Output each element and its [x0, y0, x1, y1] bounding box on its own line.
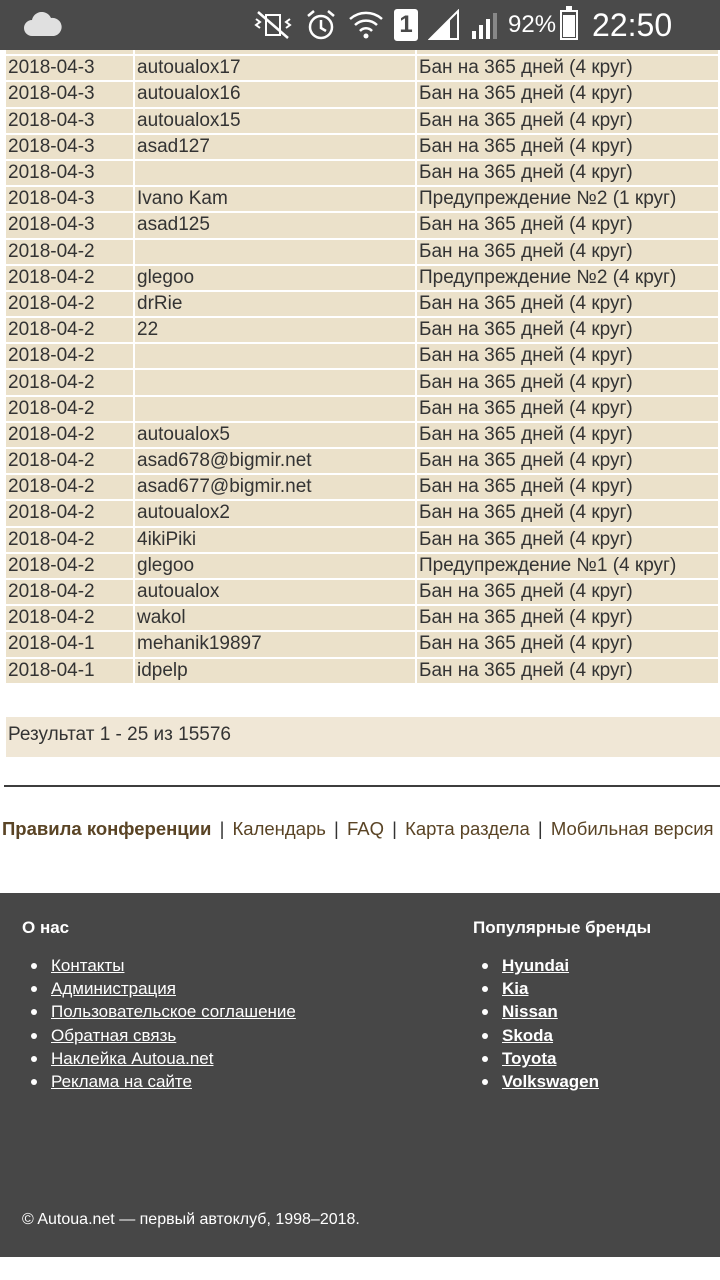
table-cell-reason: Бан на 365 дней (4 круг): [417, 318, 718, 342]
table-cell-date: 2018-04-3: [6, 187, 133, 211]
about-link[interactable]: Обратная связь: [51, 1025, 177, 1045]
table-cell-reason: Бан на 365 дней (4 круг): [417, 397, 718, 421]
table-cell-date: 2018-04-3: [6, 213, 133, 237]
battery-icon: [560, 10, 578, 40]
brand-link[interactable]: Skoda: [502, 1025, 554, 1045]
list-item: [473, 1047, 599, 1070]
table-row: [6, 82, 718, 106]
sim-icon: 1: [394, 9, 418, 41]
rules-link[interactable]: Правила конференции: [2, 818, 212, 839]
table-cell-user[interactable]: wakol: [135, 606, 415, 630]
table-row: [6, 554, 718, 578]
list-item: [22, 977, 296, 1000]
table-cell-user[interactable]: autoualox2: [135, 501, 415, 525]
table-cell-user[interactable]: idpelp: [135, 659, 415, 683]
table-cell-user[interactable]: drRie: [135, 292, 415, 316]
brand-link[interactable]: Hyundai: [502, 956, 570, 975]
table-row: [6, 659, 718, 683]
faq-link[interactable]: FAQ: [347, 818, 385, 839]
list-item: [473, 1070, 599, 1093]
table-row: [6, 580, 718, 604]
vibrate-mute-icon: [252, 10, 294, 40]
list-item: [22, 1070, 296, 1093]
link-separator: |: [392, 818, 397, 839]
divider: [4, 785, 720, 787]
table-cell-user[interactable]: 22: [135, 318, 415, 342]
list-item: [473, 954, 599, 977]
table-cell-date: 2018-04-2: [6, 606, 133, 630]
table-cell-user[interactable]: autoualox17: [135, 56, 415, 80]
table-cell-reason: Бан на 365 дней (4 круг): [417, 370, 718, 394]
about-link[interactable]: Наклейка Autoua.net: [51, 1048, 214, 1068]
table-cell-user[interactable]: asad125: [135, 213, 415, 237]
list-item: [22, 1047, 296, 1070]
about-list: [22, 954, 296, 1093]
table-cell-date: 2018-04-3: [6, 82, 133, 106]
result-count: Результат 1 - 25 из 15576: [6, 717, 720, 757]
table-row: [6, 344, 718, 368]
table-cell-reason: Бан на 365 дней (4 круг): [417, 449, 718, 473]
bans-table-container: [6, 28, 720, 685]
list-item: [473, 1024, 599, 1047]
table-row: [6, 528, 718, 552]
table-cell-reason: Бан на 365 дней (4 круг): [417, 109, 718, 133]
table-cell-reason: Бан на 365 дней (4 круг): [417, 135, 718, 159]
table-cell-reason: Бан на 365 дней (4 круг): [417, 606, 718, 630]
table-cell-date: 2018-04-2: [6, 266, 133, 290]
table-cell-user[interactable]: glegoo: [135, 266, 415, 290]
signal-icon-2: [470, 9, 498, 41]
brand-link[interactable]: Volkswagen: [502, 1072, 599, 1092]
table-cell-reason: Предупреждение №2 (1 круг): [417, 187, 718, 211]
table-row: [6, 109, 718, 133]
table-row: [6, 370, 718, 394]
table-cell-user[interactable]: autoualox16: [135, 82, 415, 106]
table-cell-user[interactable]: Ivano Kam: [135, 187, 415, 211]
table-cell-user[interactable]: [135, 344, 415, 368]
table-cell-date: 2018-04-1: [6, 659, 133, 683]
table-row: [6, 318, 718, 342]
table-cell-user[interactable]: mehanik19897: [135, 632, 415, 656]
table-cell-user[interactable]: asad127: [135, 135, 415, 159]
table-row: [6, 240, 718, 264]
table-cell-user[interactable]: autoualox5: [135, 423, 415, 447]
table-row: [6, 606, 718, 630]
table-cell-reason: Бан на 365 дней (4 круг): [417, 56, 718, 80]
table-cell-reason: Бан на 365 дней (4 круг): [417, 161, 718, 185]
about-title: О нас: [22, 918, 70, 937]
table-cell-reason: Бан на 365 дней (4 круг): [417, 240, 718, 264]
table-row: [6, 213, 718, 237]
table-cell-date: 2018-04-2: [6, 292, 133, 316]
table-cell-date: 2018-04-2: [6, 475, 133, 499]
footer-links: [2, 818, 714, 840]
table-cell-reason: Бан на 365 дней (4 круг): [417, 659, 718, 683]
table-cell-date: 2018-04-3: [6, 135, 133, 159]
list-item: [22, 1024, 296, 1047]
table-cell-reason: Бан на 365 дней (4 круг): [417, 528, 718, 552]
table-cell-reason: Предупреждение №1 (4 круг): [417, 554, 718, 578]
calendar-link[interactable]: Календарь: [232, 818, 326, 839]
table-cell-reason: Бан на 365 дней (4 круг): [417, 580, 718, 604]
table-cell-reason: Бан на 365 дней (4 круг): [417, 423, 718, 447]
signal-icon: [428, 9, 460, 41]
table-cell-reason: Бан на 365 дней (4 круг): [417, 475, 718, 499]
table-row: [6, 397, 718, 421]
table-cell-user[interactable]: autoualox: [135, 580, 415, 604]
table-cell-reason: Бан на 365 дней (4 круг): [417, 632, 718, 656]
brands-title: Популярные бренды: [473, 918, 652, 937]
table-cell-date: 2018-04-2: [6, 240, 133, 264]
about-link[interactable]: Реклама на сайте: [51, 1072, 192, 1092]
table-cell-date: 2018-04-2: [6, 318, 133, 342]
brands-list: [473, 954, 599, 1093]
list-item: [473, 1000, 599, 1023]
about-link[interactable]: Контакты: [51, 956, 125, 975]
table-row: [6, 135, 718, 159]
table-cell-date: 2018-04-2: [6, 370, 133, 394]
table-row: [6, 501, 718, 525]
table-cell-date: 2018-04-3: [6, 109, 133, 133]
clock-time: 22:50: [592, 6, 673, 43]
bans-table: [4, 28, 720, 685]
list-item: [22, 1000, 296, 1023]
table-cell-date: 2018-04-2: [6, 397, 133, 421]
link-separator: |: [334, 818, 339, 839]
brand-link[interactable]: Kia: [502, 979, 529, 999]
table-row: [6, 56, 718, 80]
table-cell-reason: Предупреждение №2 (4 круг): [417, 266, 718, 290]
cloud-icon: [22, 12, 62, 38]
table-cell-user[interactable]: [135, 370, 415, 394]
battery-percent: 92%: [508, 11, 557, 38]
table-cell-user[interactable]: asad677@bigmir.net: [135, 475, 415, 499]
table-cell-date: 2018-04-2: [6, 580, 133, 604]
sitemap-link[interactable]: Карта раздела: [405, 818, 530, 839]
brand-link[interactable]: Toyota: [502, 1048, 557, 1068]
table-row: [6, 632, 718, 656]
status-bar: [0, 0, 720, 50]
about-link[interactable]: Администрация: [51, 979, 176, 999]
mobile-version-link[interactable]: Мобильная версия: [550, 818, 714, 839]
table-cell-user[interactable]: [135, 240, 415, 264]
table-cell-reason: Бан на 365 дней (4 круг): [417, 82, 718, 106]
table-cell-reason: Бан на 365 дней (4 круг): [417, 292, 718, 316]
table-cell-user[interactable]: [135, 161, 415, 185]
table-row: [6, 266, 718, 290]
copyright: © Autoua.net — первый автоклуб, 1998–2018.: [22, 1211, 360, 1228]
table-row: [6, 423, 718, 447]
about-link[interactable]: Пользовательское соглашение: [51, 1002, 296, 1022]
link-separator: |: [219, 818, 225, 839]
table-cell-date: 2018-04-2: [6, 423, 133, 447]
alarm-icon: [304, 8, 338, 42]
table-cell-user[interactable]: autoualox15: [135, 109, 415, 133]
table-cell-reason: Бан на 365 дней (4 круг): [417, 213, 718, 237]
table-row: [6, 449, 718, 473]
table-cell-date: 2018-04-2: [6, 554, 133, 578]
table-cell-user[interactable]: [135, 397, 415, 421]
table-cell-reason: Бан на 365 дней (4 круг): [417, 344, 718, 368]
table-row: [6, 292, 718, 316]
table-cell-user[interactable]: 4ikiPiki: [135, 528, 415, 552]
table-row: [6, 161, 718, 185]
table-cell-user[interactable]: glegoo: [135, 554, 415, 578]
list-item: [22, 954, 296, 977]
table-row: [6, 475, 718, 499]
table-cell-user[interactable]: asad678@bigmir.net: [135, 449, 415, 473]
table-row: [6, 187, 718, 211]
wifi-icon: [348, 9, 384, 41]
table-cell-date: 2018-04-3: [6, 56, 133, 80]
table-cell-date: 2018-04-2: [6, 344, 133, 368]
list-item: [473, 977, 599, 1000]
table-cell-date: 2018-04-3: [6, 161, 133, 185]
site-footer: [0, 893, 720, 1257]
table-cell-date: 2018-04-2: [6, 528, 133, 552]
table-cell-date: 2018-04-1: [6, 632, 133, 656]
bottom-strip: [0, 1257, 720, 1280]
table-cell-date: 2018-04-2: [6, 449, 133, 473]
brand-link[interactable]: Nissan: [502, 1002, 558, 1022]
link-separator: |: [537, 818, 543, 839]
table-cell-reason: Бан на 365 дней (4 круг): [417, 501, 718, 525]
table-cell-date: 2018-04-2: [6, 501, 133, 525]
